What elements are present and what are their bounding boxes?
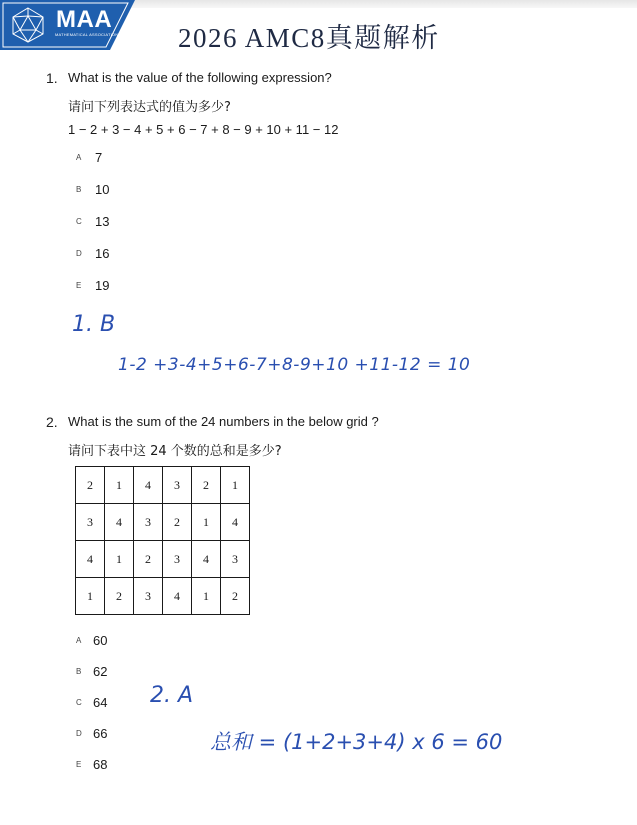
option-letter: D	[76, 249, 82, 258]
option-letter: E	[76, 760, 82, 769]
option-value: 19	[95, 278, 110, 293]
option-letter: E	[76, 281, 82, 290]
grid-row	[76, 467, 250, 504]
logo-wordmark: MAA	[56, 6, 113, 33]
question-1-expression: 1 − 2 + 3 − 4 + 5 + 6 − 7 + 8 − 9 + 10 + 11 − 12	[68, 122, 339, 137]
handwritten-answer-2: 2. A	[150, 683, 194, 708]
grid-cell: 3	[134, 578, 163, 615]
option-letter: B	[76, 667, 82, 676]
grid-cell: 1	[105, 541, 134, 578]
option-value: 10	[95, 182, 110, 197]
option-value: 66	[93, 726, 108, 741]
question-1-number: 1.	[46, 70, 58, 86]
option-value: 64	[93, 695, 108, 710]
page-title: 2026 AMC8真题解析	[178, 23, 440, 53]
option-letter: B	[76, 185, 82, 194]
maa-logo	[0, 0, 147, 50]
option-letter: D	[76, 729, 82, 738]
grid-cell: 1	[105, 467, 134, 504]
question-2-text-cn: 请问下表中这 24 个数的总和是多少?	[68, 444, 282, 459]
number-grid	[75, 466, 250, 615]
grid-cell: 3	[163, 541, 192, 578]
option-value: 16	[95, 246, 110, 261]
question-2-text-en: What is the sum of the 24 numbers in the below grid ?	[68, 414, 379, 429]
grid-cell: 2	[221, 578, 250, 615]
handwritten-answer-1: 1. B	[72, 312, 116, 337]
grid-cell: 3	[221, 541, 250, 578]
grid-cell: 1	[192, 504, 221, 541]
grid-cell: 4	[192, 541, 221, 578]
grid-cell: 3	[163, 467, 192, 504]
handwritten-work-1: 1-2 +3-4+5+6-7+8-9+10 +11-12 = 10	[118, 355, 471, 375]
grid-row	[76, 504, 250, 541]
option-value: 62	[93, 664, 108, 679]
grid-cell: 4	[105, 504, 134, 541]
grid-cell: 2	[192, 467, 221, 504]
option-value: 7	[95, 150, 103, 165]
option-value: 68	[93, 757, 108, 772]
question-2-number: 2.	[46, 414, 58, 430]
grid-cell: 2	[163, 504, 192, 541]
option-value: 13	[95, 214, 110, 229]
grid-cell: 4	[134, 467, 163, 504]
option-letter: C	[76, 698, 82, 707]
option-value: 60	[93, 633, 108, 648]
grid-cell: 2	[105, 578, 134, 615]
grid-cell: 1	[192, 578, 221, 615]
option-letter: A	[76, 636, 82, 645]
option-letter: A	[76, 153, 82, 162]
grid-cell: 4	[163, 578, 192, 615]
grid-cell: 1	[221, 467, 250, 504]
grid-cell: 2	[134, 541, 163, 578]
option-letter: C	[76, 217, 82, 226]
question-1-text-en: What is the value of the following expression?	[68, 70, 332, 85]
grid-cell: 4	[76, 541, 105, 578]
grid-cell: 3	[76, 504, 105, 541]
grid-cell: 2	[76, 467, 105, 504]
logo-subtitle: MATHEMATICAL ASSOCIATION OF AMERICA	[55, 32, 147, 37]
grid-cell: 1	[76, 578, 105, 615]
grid-row	[76, 578, 250, 615]
grid-row	[76, 541, 250, 578]
question-1-text-cn: 请问下列表达式的值为多少?	[68, 100, 231, 115]
grid-cell: 3	[134, 504, 163, 541]
handwritten-work-2: 总和 = (1+2+3+4) x 6 = 60	[210, 730, 503, 754]
grid-cell: 4	[221, 504, 250, 541]
